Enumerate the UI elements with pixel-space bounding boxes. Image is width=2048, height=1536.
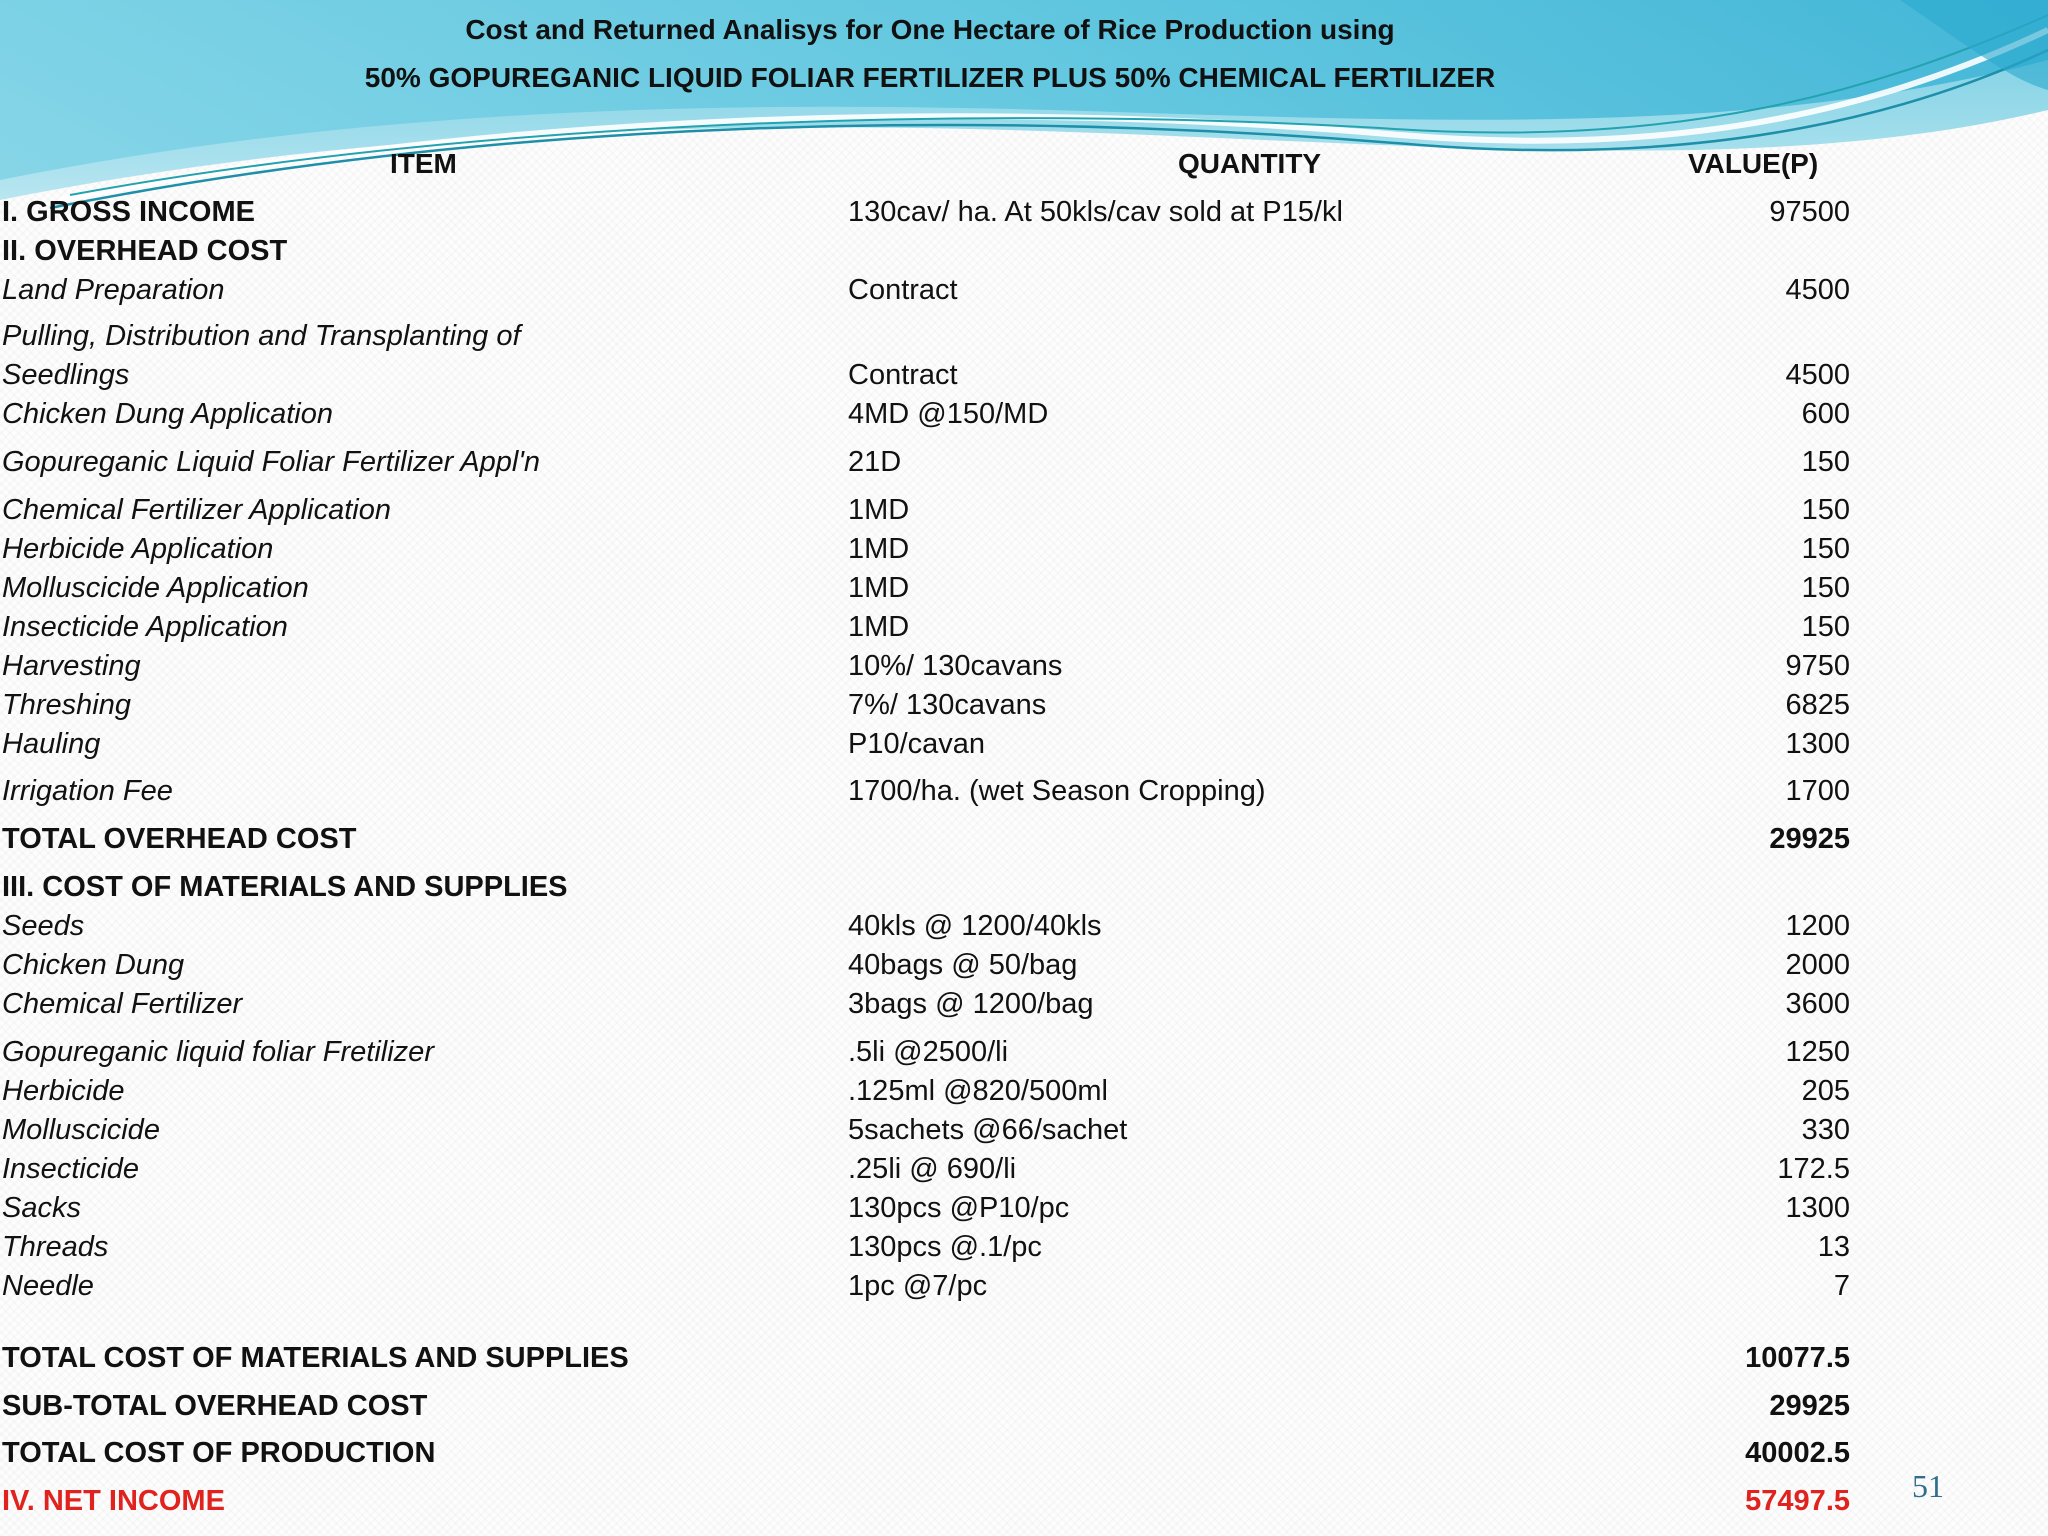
row-value: 4500: [1785, 274, 1850, 306]
row-quantity: 4MD @150/MD: [848, 398, 1049, 430]
row-value: 172.5: [1777, 1153, 1850, 1185]
table-row: [0, 775, 1850, 815]
row-value: 29925: [1769, 1390, 1850, 1422]
row-quantity: Contract: [848, 274, 958, 306]
row-value: 150: [1801, 572, 1850, 604]
row-value: 330: [1801, 1114, 1850, 1146]
row-item: Chemical Fertilizer: [2, 988, 243, 1020]
row-item: TOTAL OVERHEAD COST: [2, 823, 357, 855]
row-quantity: 130pcs @P10/pc: [848, 1192, 1070, 1224]
table-row: [0, 320, 1850, 360]
row-item: Land Preparation: [2, 274, 225, 306]
table-row-overhead-cost-heading: [0, 235, 1850, 275]
page-number: 51: [1912, 1468, 1944, 1504]
row-quantity: .125ml @820/500ml: [848, 1075, 1108, 1107]
slide-title-line-1: Cost and Returned Analisys for One Hectare of Rice Production using: [465, 14, 1395, 45]
table-row: [0, 494, 1850, 534]
table-row: [0, 398, 1850, 438]
row-quantity: 1MD: [848, 533, 910, 565]
row-item: Harvesting: [2, 650, 141, 682]
row-quantity: 7%/ 130cavans: [848, 689, 1047, 721]
table-row: [0, 274, 1850, 314]
table-row-total-cost-production: [0, 1437, 1850, 1477]
row-value: 1300: [1785, 1192, 1850, 1224]
row-value: 97500: [1769, 196, 1850, 228]
row-quantity: 5sachets @66/sachet: [848, 1114, 1128, 1146]
row-value: 1300: [1785, 728, 1850, 760]
row-value: 600: [1801, 398, 1850, 430]
row-item: Gopureganic Liquid Foliar Fertilizer Appl'n: [2, 446, 541, 478]
row-quantity: 130pcs @.1/pc: [848, 1231, 1042, 1263]
column-header-value: VALUE(P): [1688, 148, 1819, 179]
table-row: [0, 728, 1850, 768]
row-value: 10077.5: [1745, 1342, 1850, 1374]
row-item: TOTAL COST OF MATERIALS AND SUPPLIES: [2, 1342, 629, 1374]
row-quantity: .25li @ 690/li: [848, 1153, 1017, 1185]
row-item: I. GROSS INCOME: [2, 196, 255, 228]
row-item: Threads: [2, 1231, 109, 1263]
row-value: 2000: [1785, 949, 1850, 981]
table-row: [0, 359, 1850, 399]
row-value: 150: [1801, 446, 1850, 478]
table-row: [0, 1153, 1850, 1193]
row-item: Chicken Dung Application: [2, 398, 334, 430]
row-quantity: 10%/ 130cavans: [848, 650, 1063, 682]
row-item: Herbicide: [2, 1075, 125, 1107]
row-quantity: 1700/ha. (wet Season Cropping): [848, 775, 1266, 807]
table-row: [0, 1036, 1850, 1076]
row-item: Pulling, Distribution and Transplanting of: [2, 320, 521, 352]
row-item: Sacks: [2, 1192, 81, 1224]
row-quantity: 40bags @ 50/bag: [848, 949, 1078, 981]
row-item: II. OVERHEAD COST: [2, 235, 288, 267]
table-row-subtotal-overhead: [0, 1390, 1850, 1430]
table-row: [0, 1231, 1850, 1271]
row-item: Irrigation Fee: [2, 775, 173, 807]
row-value: 40002.5: [1745, 1437, 1850, 1469]
slide-title-line-2: 50% GOPUREGANIC LIQUID FOLIAR FERTILIZER PLUS 50% CHEMICAL FERTILIZER: [364, 62, 1496, 93]
table-row: [0, 910, 1850, 950]
row-quantity: 1MD: [848, 494, 910, 526]
table-row-total-materials: [0, 1342, 1850, 1382]
row-item: Seedlings: [2, 359, 130, 391]
table-row: [0, 572, 1850, 612]
table-row: [0, 650, 1850, 690]
table-row: [0, 689, 1850, 729]
row-item: Threshing: [2, 689, 131, 721]
row-value: 29925: [1769, 823, 1850, 855]
column-header-quantity: QUANTITY: [1178, 148, 1322, 179]
row-quantity: 21D: [848, 446, 902, 478]
row-value: 13: [1817, 1231, 1850, 1263]
row-item: SUB-TOTAL OVERHEAD COST: [2, 1390, 428, 1422]
row-item: Herbicide Application: [2, 533, 274, 565]
row-item: IV. NET INCOME: [2, 1485, 225, 1517]
table-row: [0, 446, 1850, 486]
row-value: 57497.5: [1745, 1485, 1850, 1517]
row-value: 4500: [1785, 359, 1850, 391]
row-value: 1200: [1785, 910, 1850, 942]
row-item: Gopureganic liquid foliar Fretilizer: [2, 1036, 434, 1068]
row-item: Molluscicide Application: [2, 572, 309, 604]
row-item: Seeds: [2, 910, 85, 942]
row-value: 1700: [1785, 775, 1850, 807]
row-quantity: .5li @2500/li: [848, 1036, 1009, 1068]
table-row: [0, 533, 1850, 573]
table-row-total-overhead-cost: [0, 823, 1850, 863]
row-value: 150: [1801, 494, 1850, 526]
row-value: 6825: [1785, 689, 1850, 721]
row-value: 205: [1801, 1075, 1850, 1107]
table-row: [0, 611, 1850, 651]
table-row: [0, 1192, 1850, 1232]
row-value: 150: [1801, 533, 1850, 565]
row-item: Insecticide Application: [2, 611, 288, 643]
table-row: [0, 1270, 1850, 1310]
table-row-materials-heading: [0, 871, 1850, 911]
row-quantity: 40kls @ 1200/40kls: [848, 910, 1102, 942]
table-row: [0, 988, 1850, 1028]
table-row: [0, 1075, 1850, 1115]
row-value: 1250: [1785, 1036, 1850, 1068]
row-quantity: 3bags @ 1200/bag: [848, 988, 1094, 1020]
table-row-net-income: [0, 1485, 1850, 1525]
row-quantity: Contract: [848, 359, 958, 391]
row-quantity: 1MD: [848, 572, 910, 604]
row-value: 7: [1833, 1270, 1850, 1302]
table-row: [0, 949, 1850, 989]
column-header-item: ITEM: [390, 148, 457, 179]
row-quantity: 1MD: [848, 611, 910, 643]
row-quantity: 130cav/ ha. At 50kls/cav sold at P15/kl: [848, 196, 1343, 228]
row-item: Hauling: [2, 728, 101, 760]
row-item: Chicken Dung: [2, 949, 185, 981]
row-item: Needle: [2, 1270, 94, 1302]
row-quantity: P10/cavan: [848, 728, 986, 760]
row-item: III. COST OF MATERIALS AND SUPPLIES: [2, 871, 568, 903]
row-item: Insecticide: [2, 1153, 140, 1185]
table-row: [0, 1114, 1850, 1154]
row-value: 3600: [1785, 988, 1850, 1020]
table-row-gross-income: [0, 196, 1850, 236]
row-quantity: 1pc @7/pc: [848, 1270, 988, 1302]
row-value: 150: [1801, 611, 1850, 643]
row-item: TOTAL COST OF PRODUCTION: [2, 1437, 436, 1469]
row-item: Chemical Fertilizer Application: [2, 494, 391, 526]
row-item: Molluscicide: [2, 1114, 160, 1146]
row-value: 9750: [1785, 650, 1850, 682]
